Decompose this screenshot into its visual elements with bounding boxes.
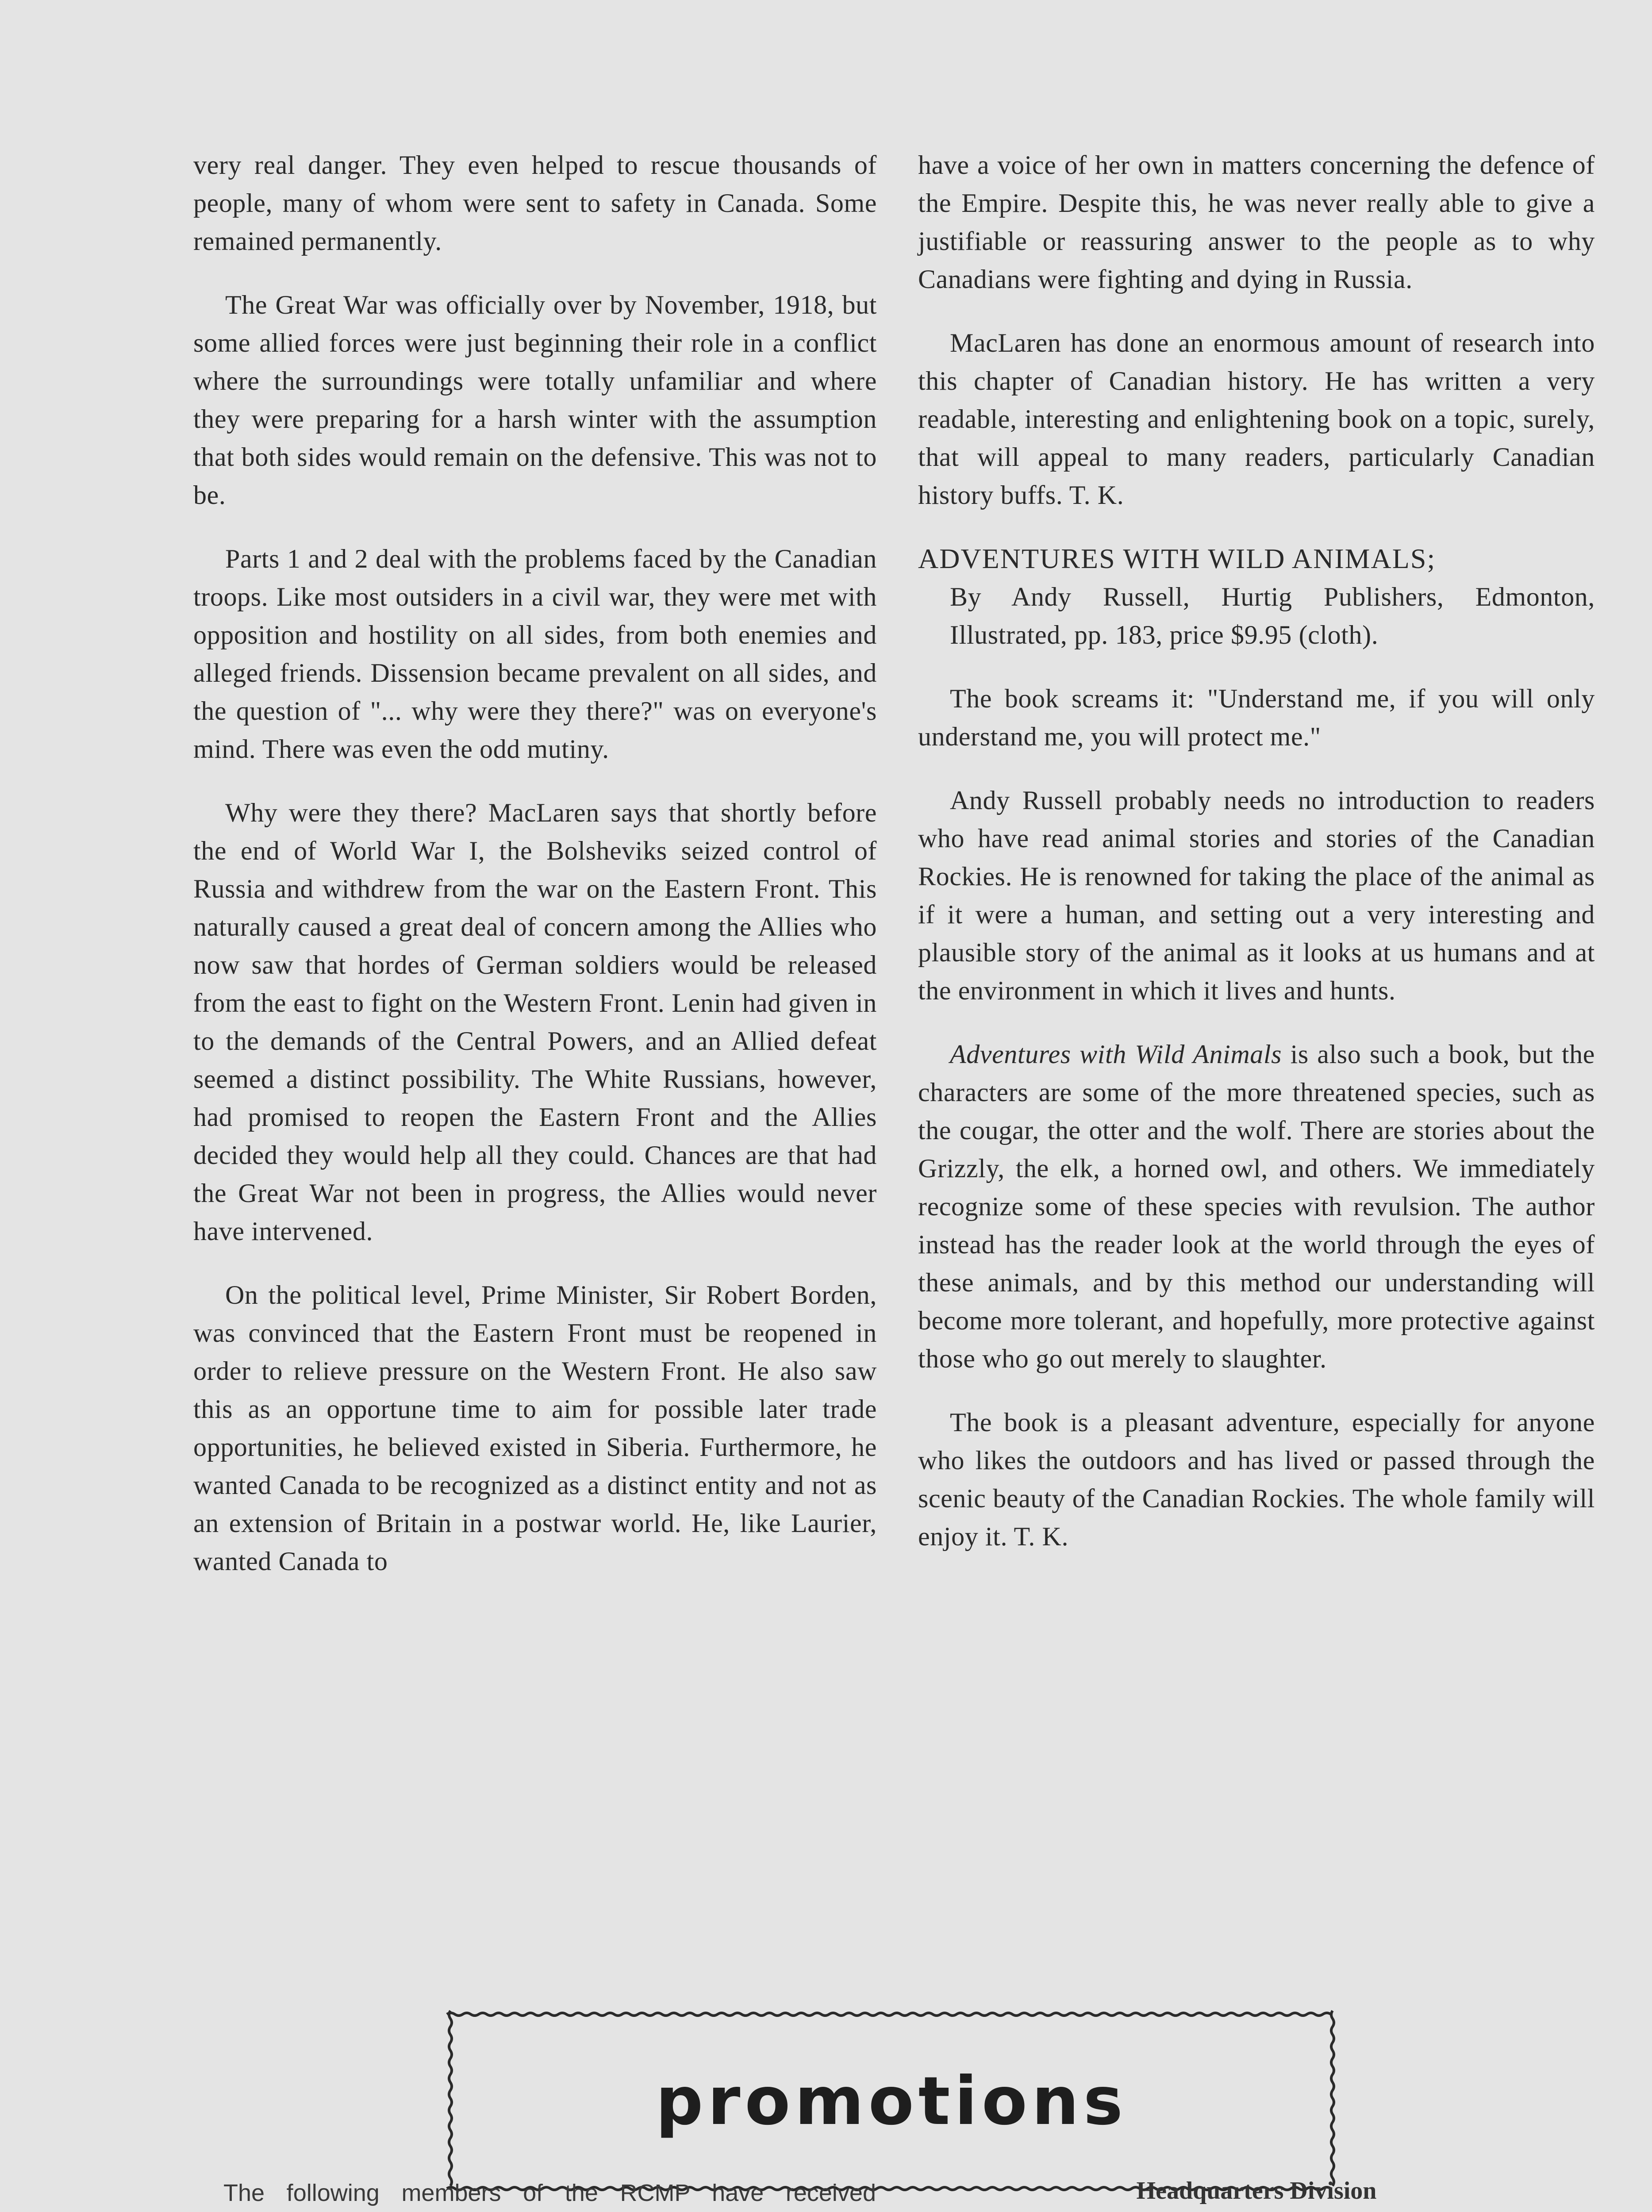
paragraph — [918, 1035, 1595, 1378]
promotions-intro: The following members of the RCMP have received — [223, 2180, 876, 2206]
paragraph: MacLaren has done an enormous amount of research into this chapter of Canadian history. He has written a very readable, interesting and enlightening book on a topic, surely, that will appeal to many readers, particularly Canadian history buffs. T. K. — [918, 328, 1595, 510]
paragraph: very real danger. They even helped to rescue thousands of people, many of whom were sent to safety in Canada. Some remained permanently. — [193, 150, 877, 256]
review-byline: By Andy Russell, Hurtig Publishers, Edmonton, Illustrated, pp. 183, price $9.95 (cloth). — [950, 582, 1595, 649]
paragraph: have a voice of her own in matters concerning the defence of the Empire. Despite this, he was never really able to give a justifiable or reassuring answer to the people as to why Canadians were fighting and dying in Russia. — [918, 150, 1595, 294]
book-title-italic: Adventures with Wild Animals — [950, 1040, 1282, 1069]
promotions-banner — [442, 2006, 1341, 2197]
paragraph-text: is also such a book, but the characters are some of the more threatened species, such as the cougar, the otter and the wolf. There are stories about the Grizzly, the elk, a horned owl, and others. We immediately recognize some of these species with revulsion. The author instead has the reader look at the world through the eyes of these animals, and by this method our understanding will become more tolerant, and hopefully, more protective against those who go out merely to slaughter. — [918, 1040, 1595, 1373]
promotions-heading: promotions — [656, 2063, 1127, 2140]
right-column — [918, 146, 1595, 1581]
paragraph: Andy Russell probably needs no introduction to readers who have read animal stories and stories of the Canadian Rockies. He is renowned for taking the place of the animal as if it were a human, and setting out a very interesting and plausible story of the animal as it looks at us humans and at the environment in which it lives and hunts. — [918, 786, 1595, 1005]
paragraph: Parts 1 and 2 deal with the problems faced by the Canadian troops. Like most outsiders in a civil war, they were met with opposition and hostility on all sides, from both enemies and alleged friends. Dissension became prevalent on all sides, and the question of "... why were they there?" was on everyone's mind. There was even the odd mutiny. — [193, 544, 877, 764]
division-heading: Headquarters Division — [1136, 2177, 1377, 2204]
paragraph: The book screams it: "Understand me, if you will only understand me, you will protect me." — [918, 684, 1595, 751]
paragraph: On the political level, Prime Minister, Sir Robert Borden, was convinced that the Eastern Front must be reopened in order to relieve pressure on the Western Front. He also saw this as an opportune time to aim for possible later trade opportunities, he believed existed in Siberia. Furthermore, he wanted Canada to be recognized as a distinct entity and not as an extension of Britain in a postwar world. He, like Laurier, wanted Canada to — [193, 1280, 877, 1576]
review-title: ADVENTURES WITH WILD ANIMALS; — [918, 543, 1436, 574]
paragraph: Why were they there? MacLaren says that shortly before the end of World War I, the Bolsheviks seized control of Russia and withdrew from the war on the Eastern Front. This naturally caused a great deal of concern among the Allies who now saw that hordes of German soldiers would be released from the east to fight on the Western Front. Lenin had given in to the demands of the Central Powers, and an Allied defeat seemed a distinct possibility. The White Russians, however, had promised to reopen the Eastern Front and the Allies decided they would help all they could. Chances are that had the Great War not been in progress, the Allies would never have intervened. — [193, 798, 877, 1246]
paragraph: The Great War was officially over by November, 1918, but some allied forces were just beginning their role in a conflict where the surroundings were totally unfamiliar and where they were preparing for a harsh winter with the assumption that both sides would remain on the defensive. This was not to be. — [193, 290, 877, 510]
paragraph: The book is a pleasant adventure, especially for anyone who likes the outdoors and has lived or passed through the scenic beauty of the Canadian Rockies. The whole family will enjoy it. T. K. — [918, 1408, 1595, 1551]
left-column — [193, 146, 877, 1606]
